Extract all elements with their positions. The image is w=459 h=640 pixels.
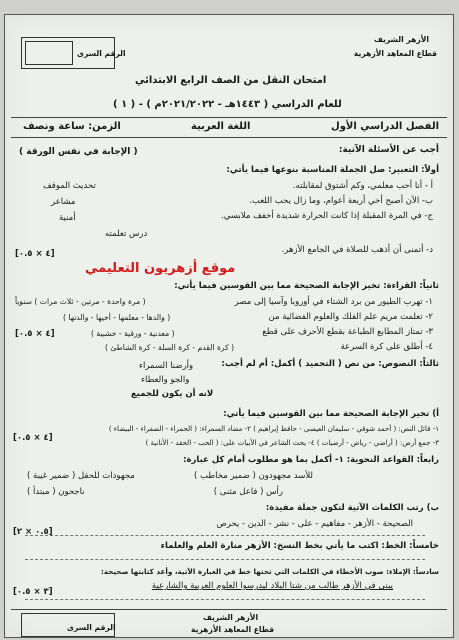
header-divider-2 — [11, 137, 447, 138]
q5-marks: [٠.٥ × ٢] — [13, 527, 53, 537]
exam-subject: اللغة العربية — [191, 121, 251, 132]
footer-secret-number-label: الرقم السرى — [67, 623, 116, 632]
q4-marks: [٤ × ٠.٥] — [13, 433, 53, 443]
exam-time: الزمن: ساعة ونصف — [23, 121, 121, 132]
q6-heading: سادساً: الإملاء: صوب الأخطاء في الكلمات التي تحتها خط في العبارة الآتية، وأعد كتابتها صحيحة: — [100, 567, 439, 576]
q2-line-1-options: ( مرة واحدة - مرتين - ثلاث مرات ) سنوياً — [15, 297, 146, 306]
q2-line-3: ٣- تمتاز المطابع الطباعة بقطع الأحرف على قطع — [262, 327, 433, 337]
q2-line-1: ١- تهرب الطيور من برد الشتاء في أوروبا وآسيا إلى مصر — [234, 297, 433, 307]
footer-org-line-2: قطاع المعاهد الأزهرية — [191, 625, 275, 634]
secret-number-inner-box — [25, 41, 73, 65]
q4-heading: أ) تخير الإجابة الصحيحة مما بين القوسين فيما يأتي: — [223, 409, 439, 419]
exam-paper — [4, 14, 454, 638]
q4-line-1: ١- قائل النص: ( أحمد شوقي - سليمان العيسى - حافظ إبراهيم ) ٢- مضاد السمراء: ( الحمراء - الصفراء - البيضاء ) — [108, 425, 439, 433]
order-words: الصحيحة - الأزهر - مفاهيم - على - نشر - الدين - يحرص — [216, 519, 413, 529]
exam-term: الفصل الدراسي الأول — [331, 121, 439, 132]
q3-heading: ثالثاً: النصوص: من نص ( التحميد ) أكمل: أم لم أجب: — [221, 359, 439, 369]
q1-item-c: ج- في المرة المقبلة إذا كانت الحرارة شديدة أخفف ملابسي. — [221, 211, 433, 221]
order-heading: ب) رتب الكلمات الآتية لتكون جملة مفيدة: — [265, 503, 439, 513]
q1-option-4: درس تعلمته — [105, 229, 148, 239]
org-line-1: الأزهر الشريف — [373, 35, 429, 44]
q3-complete-1b: والجو والعطاء — [141, 375, 190, 385]
q3-complete-2: لانه أن يكون للجميع — [131, 389, 214, 399]
grammar-item-3: رأس ( فاعل مثنى ) — [213, 487, 283, 497]
order-answer-line — [25, 535, 425, 536]
q1-option-3: أمنية — [59, 213, 76, 223]
q2-line-2: ٢- تعلمت مريم علم الفلك والعلوم الفضائية من — [268, 312, 433, 322]
q2-marks: [٤ × ٠.٥] — [15, 329, 55, 339]
header-divider-1 — [11, 117, 447, 118]
q2-line-2-options: ( والدها - معلمها - أخيها - والدتها ) — [63, 313, 171, 322]
q6-marks: [٣ × ٠.٥] — [13, 587, 53, 597]
q2-line-4: ٤- أطلق على كرة السرعة — [340, 342, 433, 352]
exam-year: للعام الدراسي ( ١٤٤٣هـ - ٢٠٢١/٢٠٢٢م ) - ( ١ ) — [113, 99, 342, 110]
grammar-item-2: مجهودات للحقل ( ضمير غيبة ) — [27, 471, 135, 481]
q1-item-d: د- أتمنى أن أذهب للصلاة في الجامع الأزهر. — [281, 245, 433, 255]
q6-answer-line — [25, 599, 425, 600]
exam-title: امتحان النقل من الصف الرابع الابتدائي — [135, 75, 327, 86]
q5-heading: خامساً: الخط: اكتب ما يأتي بخط النسخ: الأزهر منارة العلم والعلماء — [160, 541, 439, 551]
q5-answer-line — [25, 559, 425, 560]
footer-org-line-1: الأزهر الشريف — [203, 613, 259, 622]
q1-option-1: تحديث الموقف — [43, 181, 96, 191]
answer-instruction: أجب عن الأسئلة الآتية: — [338, 145, 439, 155]
org-line-2: قطاع المعاهد الأزهرية — [353, 49, 437, 58]
answer-note: ( الإجابة في نفس الورقة ) — [19, 147, 138, 157]
grammar-item-1: للأسد مجهودون ( ضمير مخاطب ) — [194, 471, 313, 481]
grammar-item-4: ناجحون ( مبتدأ ) — [27, 487, 85, 497]
q1-item-a: أ - أنا أحب معلمي، وكم أشتوق لمقابلته. — [292, 181, 433, 191]
q2-heading: ثانياً: القراءة: تخير الإجابة الصحيحة مما بين القوسين فيما يأتي: — [174, 281, 439, 291]
q4-line-3: ٣- جمع أرض: ( أراضي - رياض - أرضيات ) ٤- يحث الشاعر في الأبيات على: ( الحب - الحقد - الأنانية ) — [145, 439, 439, 447]
secret-number-label: الرقم السرى — [77, 49, 126, 58]
q1-item-b: ب- الآن أصبح أخي أربعة أعوام، وما زال يحب اللعب. — [249, 196, 433, 206]
q2-line-3-options: ( معدنية - ورقية - خشبية ) — [91, 329, 175, 338]
q1-heading: أولاً: التعبير: صل الجملة المناسبة بنوعها فيما يأتي: — [226, 165, 439, 175]
footer-divider — [11, 609, 447, 610]
grammar-heading: رابعاً: القواعد النحوية: ١- أكمل بما هو مطلوب أمام كل عبارة: — [183, 455, 439, 465]
q1-marks: [٤ × ٠.٥] — [15, 249, 55, 259]
q1-option-2: مشاعر — [51, 197, 76, 207]
q2-line-4-options: ( كرة القدم - كرة السلة - كرة الشاطئ ) — [105, 343, 235, 352]
q3-complete-1a: وأرضنا السمراء — [139, 361, 194, 371]
q6-sentence: يبنى في الأزهر طالب من شتا البلاد ليدرسوا العلوم العربية والشارعية — [151, 581, 393, 591]
site-watermark: موقع أزهريون التعليمي — [85, 261, 236, 276]
